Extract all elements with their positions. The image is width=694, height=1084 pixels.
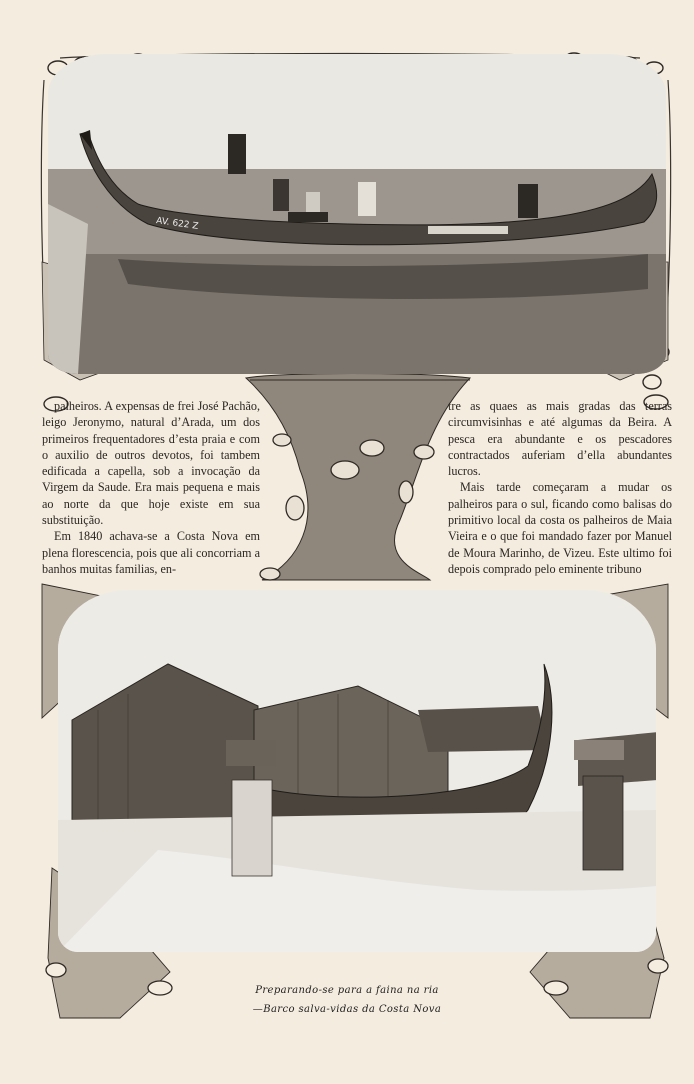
article-column-left xyxy=(42,398,260,577)
caption-line-2: —Barco salva-vidas da Costa Nova xyxy=(252,1004,442,1015)
paragraph: Em 1840 achava-se a Costa Nova em plena florescencia, pois que ali concorriam a banhos muitas familias, en- xyxy=(42,529,260,576)
photo-boat-on-lagoon xyxy=(48,54,666,374)
hull-marking: AV. 622 Z xyxy=(155,216,200,232)
article-column-right xyxy=(448,398,672,577)
paragraph: palheiros. A expensas de frei José Pachão, leigo Jeronymo, natural d’Arada, um dos primeiros frequentadores d’esta praia e com o auxilio de outros devotos, foi tambem edificada a capella, sob a invocação da Virgem da Saude. Era mais pequena e mais ao norte da que hoje existe em sua substituição. xyxy=(42,399,260,528)
paragraph: Mais tarde começaram a mudar os palheiros para o sul, ficando como balisas do primitivo local da costa os palheiros de Maia Vieira e o que foi mandado fazer por Manuel de Moura Marinho, de Vizeu. Este ultimo foi depois comprado pelo eminente tribuno xyxy=(448,480,672,576)
photo-lifeboat-beach xyxy=(58,590,656,952)
paragraph: tre as quaes as mais gradas das terras circumvisinhas e até algumas da Beira. A pesca era abundante e os pescadores contractados auferiam d’ella abundantes lucros. xyxy=(448,399,672,479)
caption-line-1: Preparando-se para a faina na ria xyxy=(255,985,439,996)
